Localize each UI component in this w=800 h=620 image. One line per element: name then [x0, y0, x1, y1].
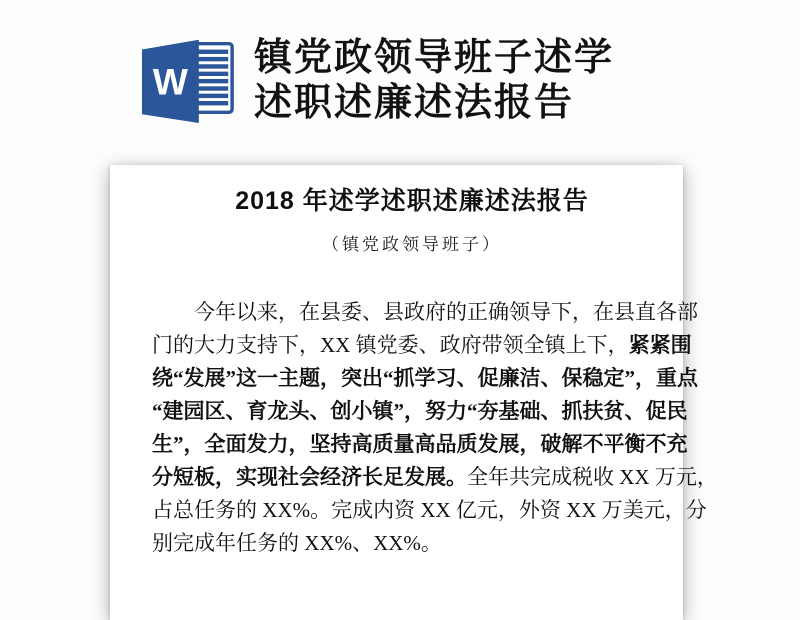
- body-line: [152, 296, 698, 329]
- body-text: 门的大力支持下，XX 镇党委、政府带领全镇上下，: [152, 333, 629, 357]
- body-line: [152, 329, 692, 362]
- document-preview: [0, 28, 800, 620]
- word-icon-letter: W: [152, 60, 188, 103]
- body-text: 占总任务的 XX%。完成内资 XX 亿元，外资 XX 万美元，分: [152, 498, 707, 522]
- page-title-line-2: 述职述廉述法报告: [254, 82, 575, 124]
- document-body: [152, 296, 718, 560]
- body-line: [152, 395, 688, 428]
- document-header: [138, 28, 800, 126]
- body-text: 全年共完成税收 XX 万元，: [467, 465, 718, 489]
- document-title: 2018 年述学述职述廉述法报告: [235, 187, 589, 215]
- body-text-bold: 紧紧围: [628, 333, 692, 357]
- body-line: [152, 362, 698, 395]
- body-text-bold: 分短板，实现社会经济长足发展。: [152, 465, 467, 489]
- body-text-bold: 绕“发展”这一主题，突出“抓学习、促廉洁、保稳定”，重点: [152, 366, 698, 390]
- word-icon: [138, 28, 240, 126]
- body-line: [152, 494, 707, 527]
- body-text-bold: “建园区、育龙头、创小镇”，努力“夯基础、抓扶贫、促民: [152, 399, 688, 423]
- body-text: 今年以来，在县委、县政府的正确领导下，在县直各部: [194, 300, 698, 324]
- body-line: [152, 428, 688, 461]
- body-line: [152, 527, 672, 560]
- document-subtitle: （镇党政领导班子）: [322, 235, 502, 254]
- page-title-line-1: 镇党政领导班子述学: [254, 37, 615, 79]
- document-page: [110, 165, 718, 620]
- page-title: [254, 36, 614, 126]
- body-text-bold: 生”，全面发力，坚持高质量高品质发展，破解不平衡不充: [152, 432, 688, 456]
- body-text: 别完成年任务的 XX%、XX%。: [152, 531, 442, 555]
- body-line: [152, 461, 718, 494]
